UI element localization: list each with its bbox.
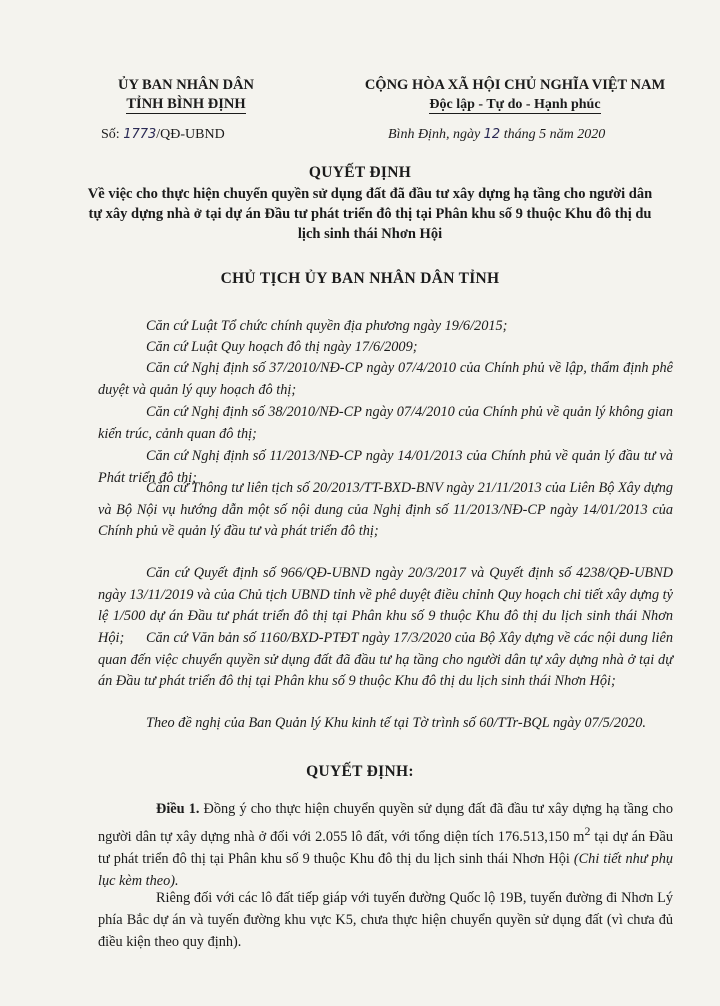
number-suffix: /QĐ-UBND <box>156 127 225 142</box>
country-name: CỘNG HÒA XÃ HỘI CHỦ NGHĨA VIỆT NAM <box>364 77 666 93</box>
date-prefix: Bình Định, ngày <box>388 127 484 142</box>
document-title: QUYẾT ĐỊNH <box>308 164 412 181</box>
basis-4: Căn cứ Nghị định số 38/2010/NĐ-CP ngày 07/4/2010 của Chính phủ về quản lý không gian kiến trúc, cảnh quan đô thị; <box>98 404 673 442</box>
basis-2: Căn cứ Luật Quy hoạch đô thị ngày 17/6/2009; <box>146 339 418 355</box>
basis-6: Căn cứ Thông tư liên tịch số 20/2013/TT-BXD-BNV ngày 21/11/2013 của Liên Bộ Xây dựng và Bộ Nội vụ hướng dẫn một số nội dung của Nghị định số 11/2013/NĐ-CP ngày 14/01/2013 của Chính phủ về quản lý đầu tư và phát triển đô thị; <box>98 480 673 539</box>
basis-5: Căn cứ Nghị định số 11/2013/NĐ-CP ngày 14/01/2013 của Chính phủ về quản lý đầu tư và Phát triển đô thị; <box>98 448 673 486</box>
basis-7: Căn cứ Quyết định số 966/QĐ-UBND ngày 20/3/2017 và Quyết định số 4238/QĐ-UBND ngày 13/11/2019 và của Chủ tịch UBND tỉnh về phê duyệt điều chỉnh Quy hoạch chi tiết xây dựng tỷ lệ 1/500 dự án Đầu tư phát triển đô thị tại Phân khu số 9 thuộc Khu đô thị du lịch sinh thái Nhơn Hội; <box>98 565 673 646</box>
issue-date <box>388 127 605 143</box>
issuing-authority <box>96 76 276 114</box>
document-number <box>101 127 225 143</box>
number-prefix: Số: <box>101 127 124 142</box>
decision-heading: QUYẾT ĐỊNH: <box>306 763 414 780</box>
basis-9: Theo đề nghị của Ban Quản lý Khu kinh tế tại Tờ trình số 60/TTr-BQL ngày 07/5/2020. <box>146 715 646 731</box>
article-label: Điều 1. <box>156 801 200 817</box>
national-motto <box>330 76 700 114</box>
authority-title: CHỦ TỊCH ỦY BAN NHÂN DÂN TỈNH <box>220 270 500 287</box>
motto: Độc lập - Tự do - Hạnh phúc <box>429 97 601 112</box>
authority-line-1: ỦY BAN NHÂN DÂN <box>117 77 254 93</box>
basis-3: Căn cứ Nghị định số 37/2010/NĐ-CP ngày 07/4/2010 của Chính phủ về lập, thẩm định phê duyệt và quản lý quy hoạch đô thị; <box>98 360 673 398</box>
handwritten-number: 1773 <box>123 127 157 142</box>
article-1: Điều 1. Đồng ý cho thực hiện chuyển quyền sử dụng đất đã đầu tư xây dựng hạ tầng cho người dân tự xây dựng nhà ở đối với 2.055 lô đất, với tổng diện tích 176.513,150 $m^2$ tại dự án Đầu tư phát triển đô thị tại Phân khu số 9 thuộc Khu đô thị du lịch sinh thái Nhơn Hội (Chi tiết như phụ lục kèm theo). <box>98 801 673 889</box>
handwritten-day: 12 <box>483 127 501 142</box>
authority-line-2: TỈNH BÌNH ĐỊNH <box>126 96 246 112</box>
basis-8: Căn cứ Văn bản số 1160/BXD-PTĐT ngày 17/3/2020 của Bộ Xây dựng về các nội dung liên quan đến việc chuyển quyền sử dụng đất đã đầu tư hạ tầng cho người dân tự xây dựng nhà ở tại dự án Đầu tư phát triển đô thị tại Phân khu số 9 thuộc Khu đô thị du lịch sinh thái Nhơn Hội; <box>98 630 673 689</box>
article-1-paragraph-2: Riêng đối với các lô đất tiếp giáp với tuyến đường Quốc lộ 19B, tuyến đường đi Nhơn Lý phía Bắc dự án và tuyến đường khu vực K5, chưa thực hiện chuyển quyền sử dụng đất (vì chưa đủ điều kiện theo quy định). <box>98 890 673 950</box>
basis-1: Căn cứ Luật Tổ chức chính quyền địa phương ngày 19/6/2015; <box>146 318 508 334</box>
date-suffix: tháng 5 năm 2020 <box>500 127 606 142</box>
document-subject: Về việc cho thực hiện chuyển quyền sử dụng đất đã đầu tư xây dựng hạ tầng cho người dân tự xây dựng nhà ở tại dự án Đầu tư phát triển đô thị tại Phân khu số 9 thuộc Khu đô thị du lịch sinh thái Nhơn Hội <box>87 186 653 242</box>
